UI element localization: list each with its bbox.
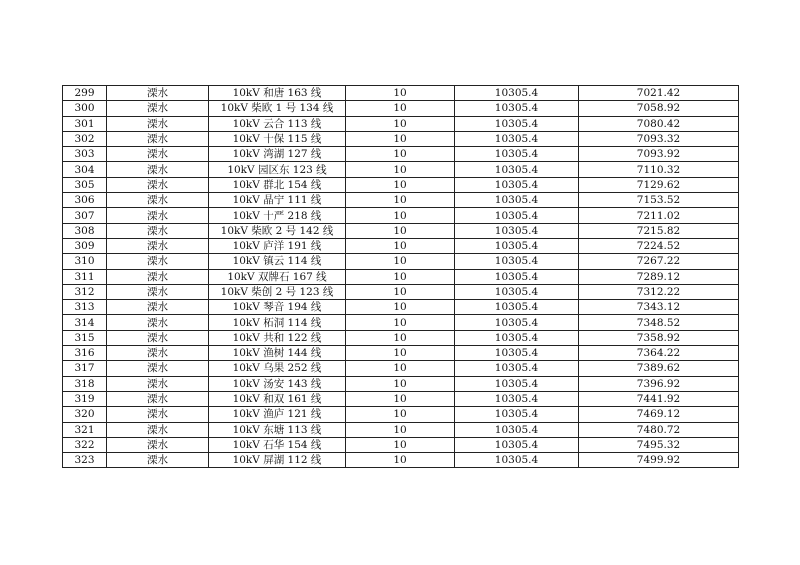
line-name-cell: 10kV 琴音 194 线	[209, 300, 346, 315]
table-row	[63, 407, 739, 422]
table-row	[63, 330, 739, 345]
value-a-cell: 10305.4	[455, 407, 579, 422]
voltage-cell: 10	[346, 453, 455, 468]
value-a-cell: 10305.4	[455, 193, 579, 208]
voltage-cell: 10	[346, 254, 455, 269]
row-number-cell: 319	[63, 391, 107, 406]
value-a-cell: 10305.4	[455, 177, 579, 192]
line-name-cell: 10kV 东塘 113 线	[209, 422, 346, 437]
voltage-cell: 10	[346, 101, 455, 116]
table-row	[63, 361, 739, 376]
value-a-cell: 10305.4	[455, 162, 579, 177]
table-body	[63, 86, 739, 468]
line-name-cell: 10kV 云合 113 线	[209, 116, 346, 131]
value-a-cell: 10305.4	[455, 86, 579, 101]
value-b-cell: 7343.12	[579, 300, 739, 315]
value-b-cell: 7153.52	[579, 193, 739, 208]
value-b-cell: 7389.62	[579, 361, 739, 376]
value-a-cell: 10305.4	[455, 315, 579, 330]
line-name-cell: 10kV 和唐 163 线	[209, 86, 346, 101]
voltage-cell: 10	[346, 177, 455, 192]
value-a-cell: 10305.4	[455, 391, 579, 406]
voltage-cell: 10	[346, 269, 455, 284]
region-cell: 溧水	[107, 453, 209, 468]
region-cell: 溧水	[107, 376, 209, 391]
line-name-cell: 10kV 渔树 144 线	[209, 346, 346, 361]
line-name-cell: 10kV 石华 154 线	[209, 437, 346, 452]
value-b-cell: 7358.92	[579, 330, 739, 345]
voltage-cell: 10	[346, 346, 455, 361]
voltage-cell: 10	[346, 407, 455, 422]
row-number-cell: 303	[63, 147, 107, 162]
region-cell: 溧水	[107, 391, 209, 406]
row-number-cell: 312	[63, 284, 107, 299]
value-a-cell: 10305.4	[455, 223, 579, 238]
line-name-cell: 10kV 湾湖 127 线	[209, 147, 346, 162]
value-a-cell: 10305.4	[455, 116, 579, 131]
row-number-cell: 305	[63, 177, 107, 192]
voltage-cell: 10	[346, 193, 455, 208]
region-cell: 溧水	[107, 315, 209, 330]
table-row	[63, 177, 739, 192]
line-name-cell: 10kV 庐洋 191 线	[209, 238, 346, 253]
region-cell: 溧水	[107, 346, 209, 361]
voltage-cell: 10	[346, 422, 455, 437]
line-name-cell: 10kV 柘洞 114 线	[209, 315, 346, 330]
line-name-cell: 10kV 和双 161 线	[209, 391, 346, 406]
voltage-cell: 10	[346, 315, 455, 330]
voltage-cell: 10	[346, 86, 455, 101]
row-number-cell: 307	[63, 208, 107, 223]
row-number-cell: 302	[63, 131, 107, 146]
voltage-cell: 10	[346, 376, 455, 391]
region-cell: 溧水	[107, 238, 209, 253]
line-name-cell: 10kV 柴欧 1 号 134 线	[209, 101, 346, 116]
region-cell: 溧水	[107, 208, 209, 223]
value-b-cell: 7480.72	[579, 422, 739, 437]
value-b-cell: 7312.22	[579, 284, 739, 299]
line-name-cell: 10kV 十保 115 线	[209, 131, 346, 146]
region-cell: 溧水	[107, 254, 209, 269]
voltage-cell: 10	[346, 208, 455, 223]
value-b-cell: 7469.12	[579, 407, 739, 422]
value-a-cell: 10305.4	[455, 437, 579, 452]
value-b-cell: 7364.22	[579, 346, 739, 361]
region-cell: 溧水	[107, 437, 209, 452]
row-number-cell: 308	[63, 223, 107, 238]
voltage-cell: 10	[346, 116, 455, 131]
voltage-cell: 10	[346, 162, 455, 177]
region-cell: 溧水	[107, 223, 209, 238]
row-number-cell: 320	[63, 407, 107, 422]
voltage-cell: 10	[346, 361, 455, 376]
voltage-cell: 10	[346, 300, 455, 315]
region-cell: 溧水	[107, 131, 209, 146]
row-number-cell: 313	[63, 300, 107, 315]
value-b-cell: 7289.12	[579, 269, 739, 284]
table-row	[63, 422, 739, 437]
voltage-cell: 10	[346, 284, 455, 299]
value-a-cell: 10305.4	[455, 330, 579, 345]
value-a-cell: 10305.4	[455, 147, 579, 162]
region-cell: 溧水	[107, 86, 209, 101]
region-cell: 溧水	[107, 269, 209, 284]
row-number-cell: 300	[63, 101, 107, 116]
value-b-cell: 7080.42	[579, 116, 739, 131]
value-b-cell: 7129.62	[579, 177, 739, 192]
region-cell: 溧水	[107, 101, 209, 116]
value-b-cell: 7495.32	[579, 437, 739, 452]
table-row	[63, 315, 739, 330]
line-name-cell: 10kV 汤安 143 线	[209, 376, 346, 391]
region-cell: 溧水	[107, 193, 209, 208]
row-number-cell: 322	[63, 437, 107, 452]
value-a-cell: 10305.4	[455, 254, 579, 269]
voltage-cell: 10	[346, 437, 455, 452]
table-row	[63, 346, 739, 361]
value-b-cell: 7021.42	[579, 86, 739, 101]
value-a-cell: 10305.4	[455, 208, 579, 223]
region-cell: 溧水	[107, 407, 209, 422]
value-b-cell: 7110.32	[579, 162, 739, 177]
table-row	[63, 193, 739, 208]
row-number-cell: 321	[63, 422, 107, 437]
voltage-cell: 10	[346, 238, 455, 253]
table-row	[63, 269, 739, 284]
table-row	[63, 208, 739, 223]
row-number-cell: 299	[63, 86, 107, 101]
row-number-cell: 304	[63, 162, 107, 177]
table-row	[63, 284, 739, 299]
voltage-cell: 10	[346, 131, 455, 146]
region-cell: 溧水	[107, 116, 209, 131]
table-row	[63, 376, 739, 391]
table-row	[63, 453, 739, 468]
region-cell: 溧水	[107, 147, 209, 162]
value-b-cell: 7215.82	[579, 223, 739, 238]
line-data-table	[62, 85, 739, 468]
voltage-cell: 10	[346, 147, 455, 162]
voltage-cell: 10	[346, 223, 455, 238]
value-b-cell: 7093.32	[579, 131, 739, 146]
region-cell: 溧水	[107, 162, 209, 177]
row-number-cell: 323	[63, 453, 107, 468]
value-b-cell: 7348.52	[579, 315, 739, 330]
row-number-cell: 309	[63, 238, 107, 253]
value-a-cell: 10305.4	[455, 269, 579, 284]
table-row	[63, 238, 739, 253]
row-number-cell: 314	[63, 315, 107, 330]
value-a-cell: 10305.4	[455, 300, 579, 315]
value-a-cell: 10305.4	[455, 361, 579, 376]
table-row	[63, 147, 739, 162]
row-number-cell: 301	[63, 116, 107, 131]
region-cell: 溧水	[107, 422, 209, 437]
row-number-cell: 316	[63, 346, 107, 361]
value-b-cell: 7093.92	[579, 147, 739, 162]
value-b-cell: 7396.92	[579, 376, 739, 391]
table-row	[63, 86, 739, 101]
region-cell: 溧水	[107, 284, 209, 299]
value-a-cell: 10305.4	[455, 422, 579, 437]
value-a-cell: 10305.4	[455, 238, 579, 253]
value-a-cell: 10305.4	[455, 376, 579, 391]
value-a-cell: 10305.4	[455, 453, 579, 468]
line-name-cell: 10kV 柴创 2 号 123 线	[209, 284, 346, 299]
voltage-cell: 10	[346, 330, 455, 345]
value-b-cell: 7441.92	[579, 391, 739, 406]
region-cell: 溧水	[107, 177, 209, 192]
row-number-cell: 315	[63, 330, 107, 345]
row-number-cell: 311	[63, 269, 107, 284]
table-row	[63, 116, 739, 131]
value-a-cell: 10305.4	[455, 101, 579, 116]
line-name-cell: 10kV 双牌石 167 线	[209, 269, 346, 284]
line-name-cell: 10kV 晶宁 111 线	[209, 193, 346, 208]
table-row	[63, 101, 739, 116]
line-name-cell: 10kV 柴欧 2 号 142 线	[209, 223, 346, 238]
table-row	[63, 223, 739, 238]
row-number-cell: 317	[63, 361, 107, 376]
row-number-cell: 306	[63, 193, 107, 208]
line-name-cell: 10kV 园区东 123 线	[209, 162, 346, 177]
value-b-cell: 7224.52	[579, 238, 739, 253]
voltage-cell: 10	[346, 391, 455, 406]
row-number-cell: 310	[63, 254, 107, 269]
row-number-cell: 318	[63, 376, 107, 391]
value-b-cell: 7211.02	[579, 208, 739, 223]
table-row	[63, 254, 739, 269]
line-name-cell: 10kV 渔庐 121 线	[209, 407, 346, 422]
line-name-cell: 10kV 镇云 114 线	[209, 254, 346, 269]
value-a-cell: 10305.4	[455, 284, 579, 299]
value-a-cell: 10305.4	[455, 131, 579, 146]
table-row	[63, 391, 739, 406]
region-cell: 溧水	[107, 361, 209, 376]
table-row	[63, 437, 739, 452]
line-name-cell: 10kV 群北 154 线	[209, 177, 346, 192]
value-b-cell: 7058.92	[579, 101, 739, 116]
region-cell: 溧水	[107, 300, 209, 315]
line-name-cell: 10kV 共和 122 线	[209, 330, 346, 345]
line-name-cell: 10kV 十严 218 线	[209, 208, 346, 223]
line-name-cell: 10kV 屏湖 112 线	[209, 453, 346, 468]
value-b-cell: 7499.92	[579, 453, 739, 468]
value-a-cell: 10305.4	[455, 346, 579, 361]
table-row	[63, 131, 739, 146]
value-b-cell: 7267.22	[579, 254, 739, 269]
region-cell: 溧水	[107, 330, 209, 345]
table-row	[63, 300, 739, 315]
table-row	[63, 162, 739, 177]
line-name-cell: 10kV 乌果 252 线	[209, 361, 346, 376]
